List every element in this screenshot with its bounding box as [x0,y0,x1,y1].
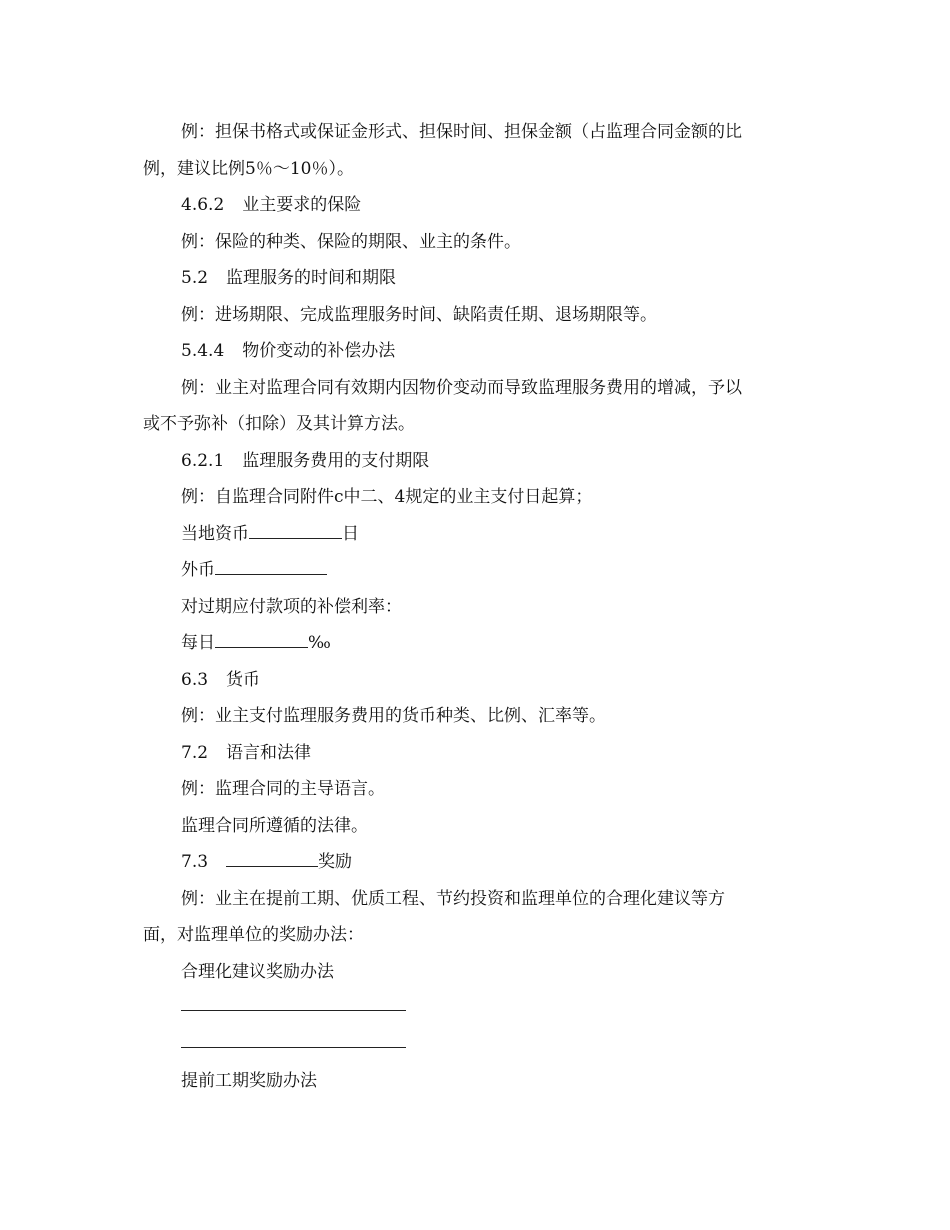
section-number: 5.2 [181,268,209,288]
section-heading-6-2-1 [143,443,808,480]
paragraph-currency: 例：业主支付监理服务费用的货币种类、比例、汇率等。 [181,706,606,726]
paragraph-price-change: 例：业主对监理合同有效期内因物价变动而导致监理服务费用的增减，予以 [181,377,742,398]
section-title: 货币 [226,669,261,690]
underline [181,1047,406,1048]
field-label: 当地资币 [181,523,249,544]
paragraph-law: 监理合同所遵循的法律。 [181,815,368,836]
paragraph-reward: 例：业主在提前工期、优质工程、节约投资和监理单位的合理化建议等方 [181,888,725,909]
paragraph-language: 例：监理合同的主导语言。 [181,779,385,799]
paragraph-payment-start: 例：自监理合同附件c中二、4规定的业主支付日起算； [181,487,593,507]
section-title: 语言和法律 [226,742,312,763]
section-heading-4-6-2 [143,187,808,224]
section-title: 监理服务费用的支付期限 [242,450,430,471]
field-local-currency [143,516,808,553]
section-number: 6.3 [181,669,209,690]
section-heading-7-3 [143,844,808,881]
section-number: 4.6.2 [181,195,225,215]
fill-in-line[interactable] [143,1027,808,1064]
paragraph-guarantee-cont: 例，建议比例5％～10％）。 [143,158,354,179]
field-unit: ‰ [308,633,331,653]
field-label: 外币 [181,560,215,580]
fill-in-blank[interactable] [215,552,327,575]
section-number: 7.3 [181,852,209,872]
fill-in-blank[interactable] [226,844,318,867]
section-title: 物价变动的补偿办法 [242,341,396,361]
paragraph-suggestion-reward: 合理化建议奖励办法 [181,961,334,982]
section-number: 7.2 [181,742,209,763]
field-foreign-currency [143,552,808,589]
section-heading-5-4-4 [143,333,808,370]
document-body [143,114,808,1100]
section-heading-7-2 [143,735,808,772]
paragraph-reward-cont: 面，对监理单位的奖励办法： [143,925,364,945]
fill-in-line[interactable] [143,990,808,1027]
fill-in-blank[interactable] [215,625,308,648]
paragraph-guarantee: 例：担保书格式或保证金形式、担保时间、担保金额（占监理合同金额的比 [181,122,742,142]
section-number: 6.2.1 [181,450,225,471]
field-daily-rate [143,625,808,662]
fill-in-blank[interactable] [249,516,342,539]
field-unit: 日 [342,523,359,544]
section-title: 奖励 [318,852,353,872]
paragraph-insurance: 例：保险的种类、保险的期限、业主的条件。 [181,231,521,252]
section-title: 监理服务的时间和期限 [226,268,397,288]
paragraph-overdue-rate: 对过期应付款项的补偿利率： [181,596,402,617]
section-heading-6-3 [143,662,808,699]
field-label: 每日 [181,633,215,653]
underline [181,1010,406,1011]
section-number: 5.4.4 [181,341,225,361]
section-title: 业主要求的保险 [242,195,362,215]
paragraph-price-change-cont: 或不予弥补（扣除）及其计算方法。 [143,414,415,434]
paragraph-early-completion-reward: 提前工期奖励办法 [181,1071,317,1091]
paragraph-service-period: 例：进场期限、完成监理服务时间、缺陷责任期、退场期限等。 [181,304,657,325]
section-heading-5-2 [143,260,808,297]
